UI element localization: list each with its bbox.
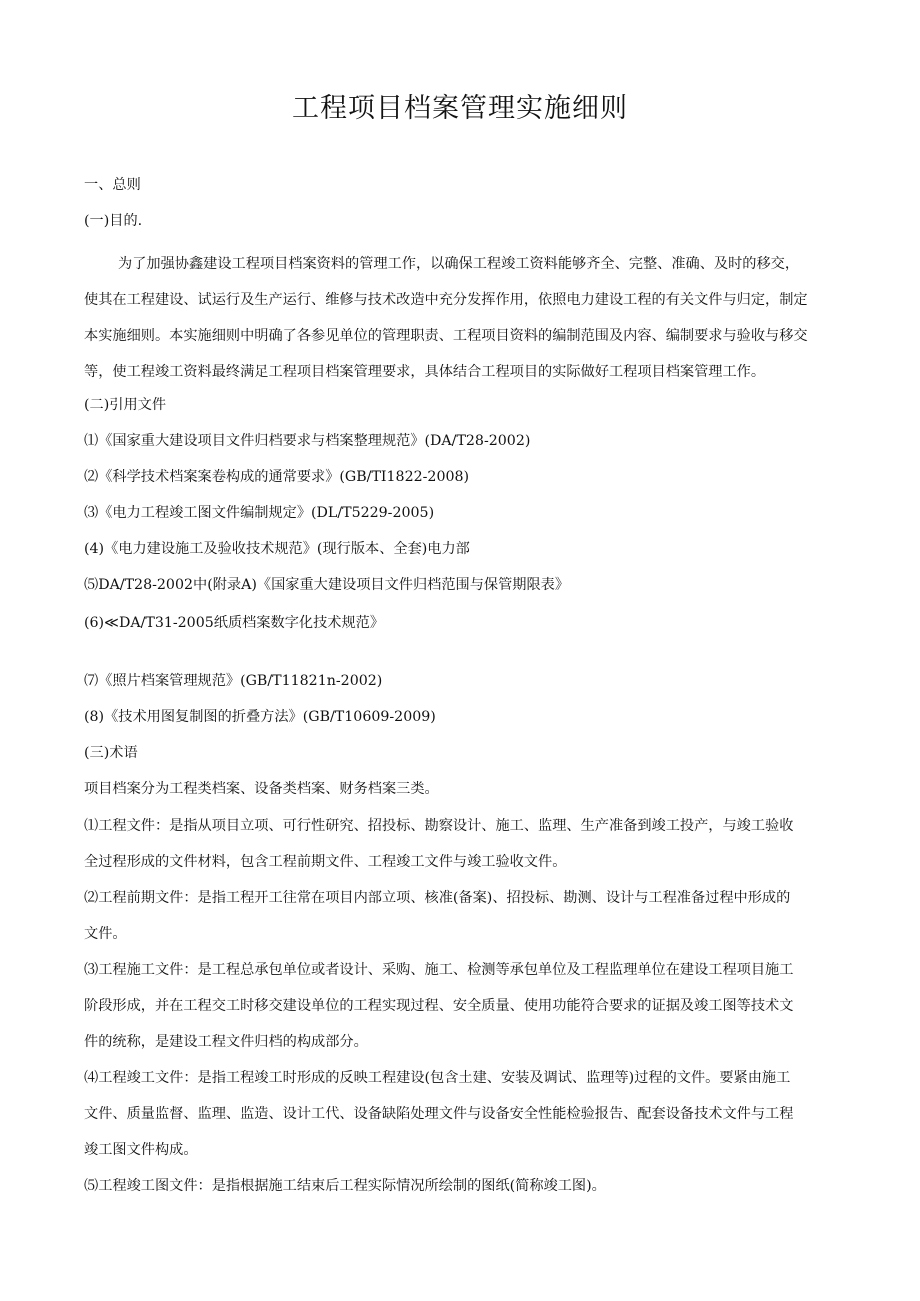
term-definition-4	[84, 1060, 866, 1168]
term-definition-3	[84, 952, 866, 1060]
paragraph-line: 等，使工程竣工资料最终满足工程项目档案管理要求，具体结合工程项目的实际做好工程项目档案管理工作。	[84, 364, 766, 380]
reference-item: ⑴《国家重大建设项目文件归档要求与档案整理规范》(DA/T28-2002)	[84, 433, 531, 449]
paragraph-line: 件的统称，是建设工程文件归档的构成部分。	[84, 1034, 368, 1050]
term-definition-5	[84, 1168, 866, 1204]
paragraph-line: ⑸工程竣工图文件：是指根据施工结束后工程实际情况所绘制的图纸(简称竣工图)。	[84, 1178, 606, 1194]
paragraph-line: ⑴工程文件：是指从项目立项、可行性研究、招投标、勘察设计、施工、监理、生产准备到竣工投产，与竣工验收	[84, 818, 794, 834]
reference-item: ⑵《科学技术档案案卷构成的通常要求》(GB/TI1822-2008)	[84, 469, 470, 485]
subsection-heading-references: (二)引用文件	[84, 397, 167, 413]
reference-item: (6)≪DA/T31-2005纸质档案数字化技术规范》	[84, 615, 385, 631]
section-heading-general: 一、总则	[84, 177, 141, 193]
paragraph-line: 阶段形成，并在工程交工时移交建设单位的工程实现过程、安全质量、使用功能符合要求的证据及竣工图等技术文	[84, 998, 794, 1014]
reference-item: (4)《电力建设施工及验收技术规范》(现行版本、全套)电力部	[84, 541, 470, 557]
paragraph-line: 使其在工程建设、试运行及生产运行、维修与技术改造中充分发挥作用，依照电力建设工程的有关文件与归定，制定	[84, 292, 808, 308]
purpose-paragraph	[84, 246, 866, 390]
paragraph-line: 本实施细则。本实施细则中明确了各参见单位的管理职责、工程项目资料的编制范围及内容、编制要求与验收与移交	[84, 328, 808, 344]
term-definition-2	[84, 880, 866, 952]
paragraph-line: ⑵工程前期文件：是指工程开工往常在项目内部立项、核准(备案)、招投标、勘测、设计与工程准备过程中形成的	[84, 890, 791, 906]
subsection-heading-terms: (三)术语	[84, 745, 138, 761]
paragraph-line: ⑶工程施工文件：是工程总承包单位或者设计、采购、施工、检测等承包单位及工程监理单位在建设工程项目施工	[84, 962, 794, 978]
paragraph-line: 为了加强协鑫建设工程项目档案资料的管理工作，以确保工程竣工资料能够齐全、完整、准确、及时的移交，	[118, 256, 800, 272]
paragraph-line: 文件、质量监督、监理、监造、设计工代、设备缺陷处理文件与设备安全性能检验报告、配套设备技术文件与工程	[84, 1106, 794, 1122]
reference-item: ⑸DA/T28-2002中(附录A)《国家重大建设项目文件归档范围与保管期限表》	[84, 577, 570, 593]
reference-list	[84, 430, 866, 728]
terms-intro: 项目档案分为工程类档案、设备类档案、财务档案三类。	[84, 781, 439, 797]
reference-item: (8)《技术用图复制图的折叠方法》(GB/T10609-2009)	[84, 709, 436, 725]
reference-item: ⑶《电力工程竣工图文件编制规定》(DL/T5229-2005)	[84, 505, 435, 521]
paragraph-line: 全过程形成的文件材料，包含工程前期文件、工程竣工文件与竣工验收文件。	[84, 854, 567, 870]
paragraph-line: 竣工图文件构成。	[84, 1142, 198, 1158]
paragraph-line: 文件。	[84, 926, 127, 942]
document-title: 工程项目档案管理实施细则	[292, 93, 628, 124]
term-definition-1	[84, 808, 866, 880]
reference-item: ⑺《照片档案管理规范》(GB/T11821n-2002)	[84, 673, 383, 689]
subsection-heading-purpose: (一)目的.	[84, 213, 143, 229]
document-body	[84, 174, 866, 1204]
paragraph-line: ⑷工程竣工文件：是指工程竣工时形成的反映工程建设(包含土建、安装及调试、监理等)过程的文件。要紧由施工	[84, 1070, 791, 1086]
